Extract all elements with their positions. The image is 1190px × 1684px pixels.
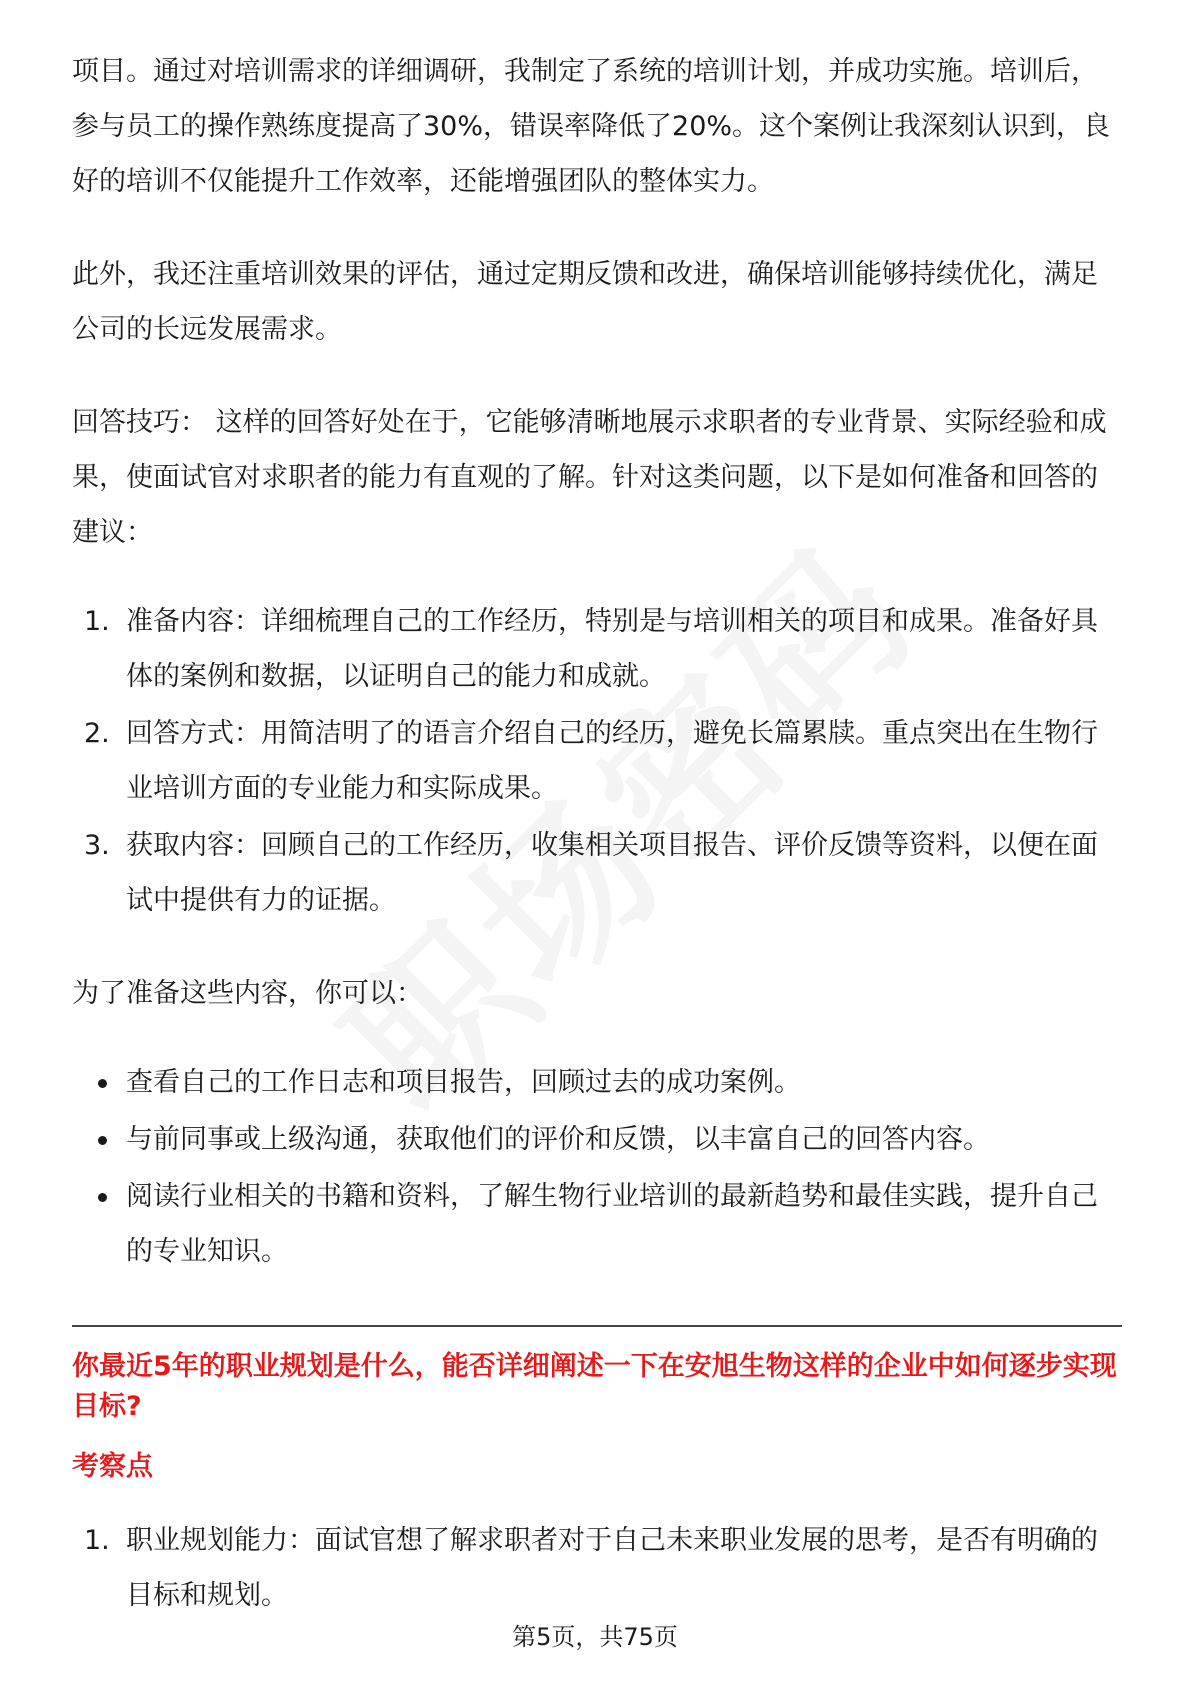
section-title: 考察点	[72, 1451, 153, 1482]
document-body	[72, 44, 1122, 1661]
list-item	[72, 818, 1122, 928]
list-number: 1.	[84, 1525, 110, 1556]
bullet-dot-icon	[98, 1079, 107, 1088]
section-divider	[72, 1325, 1122, 1327]
list-number: 2.	[84, 718, 110, 749]
list-item	[72, 1112, 1122, 1167]
paragraph-evaluation: 此外，我还注重培训效果的评估，通过定期反馈和改进，确保培训能够持续优化，满足公司的长远发展需求。	[72, 259, 1098, 345]
list-item-text: 查看自己的工作日志和项目报告，回顾过去的成功案例。	[126, 1067, 801, 1098]
list-number: 3.	[84, 830, 110, 861]
list-item-text: 获取内容：回顾自己的工作经历，收集相关项目报告、评价反馈等资料，以便在面试中提供有力的证据。	[126, 830, 1098, 916]
prep-bullet-list	[72, 1055, 1122, 1279]
list-item	[72, 1055, 1122, 1110]
advice-list	[72, 594, 1122, 928]
list-number: 1.	[84, 606, 110, 637]
list-item-text: 与前同事或上级沟通，获取他们的评价和反馈，以丰富自己的回答内容。	[126, 1124, 990, 1155]
bullet-dot-icon	[98, 1136, 107, 1145]
list-item	[72, 594, 1122, 704]
paragraph-case-result: 项目。通过对培训需求的详细调研，我制定了系统的培训计划，并成功实施。培训后，参与员工的操作熟练度提高了30%，错误率降低了20%。这个案例让我深刻认识到，良好的培训不仅能提升工作效率，还能增强团队的整体实力。	[72, 56, 1111, 197]
list-item	[72, 706, 1122, 816]
focus-list	[72, 1513, 1122, 1623]
interview-question: 你最近5年的职业规划是什么，能否详细阐述一下在安旭生物这样的企业中如何逐步实现目标?	[72, 1351, 1117, 1422]
page-footer: 第5页，共75页	[512, 1623, 678, 1651]
list-item	[72, 1513, 1122, 1623]
list-item	[72, 1169, 1122, 1279]
list-item-text: 准备内容：详细梳理自己的工作经历，特别是与培训相关的项目和成果。准备好具体的案例和数据，以证明自己的能力和成就。	[126, 606, 1098, 692]
bullet-dot-icon	[98, 1193, 107, 1202]
list-item-text: 回答方式：用简洁明了的语言介绍自己的经历，避免长篇累牍。重点突出在生物行业培训方面的专业能力和实际成果。	[126, 718, 1098, 804]
list-item-text: 职业规划能力：面试官想了解求职者对于自己未来职业发展的思考，是否有明确的目标和规划。	[126, 1525, 1098, 1611]
prep-intro: 为了准备这些内容，你可以：	[72, 978, 423, 1009]
list-item-text: 阅读行业相关的书籍和资料，了解生物行业培训的最新趋势和最佳实践，提升自己的专业知识。	[126, 1181, 1098, 1267]
paragraph-answer-tips: 回答技巧： 这样的回答好处在于，它能够清晰地展示求职者的专业背景、实际经验和成果，使面试官对求职者的能力有直观的了解。针对这类问题，以下是如何准备和回答的建议：	[72, 407, 1107, 548]
